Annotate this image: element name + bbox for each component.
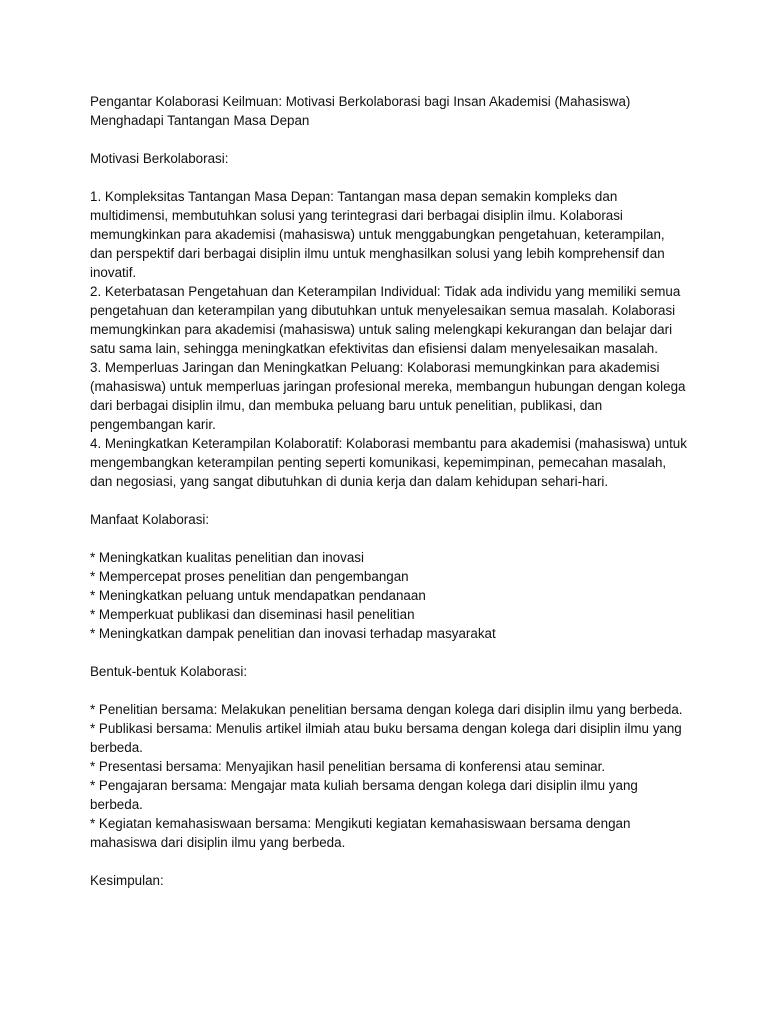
manfaat-item: * Meningkatkan dampak penelitian dan inovasi terhadap masyarakat [90,626,496,641]
motivasi-item: 2. Keterbatasan Pengetahuan dan Keterampilan Individual: Tidak ada individu yang memiliki semua pengetahuan dan keterampilan yang dibutuhkan untuk menyelesaikan semua masalah. Kolaborasi memungkinkan para akademisi (mahasiswa) untuk saling melengkapi kekurangan dan belajar dari satu sama lain, sehingga meningkatkan efektivitas dan efisiensi dalam menyelesaikan masalah. [90,284,681,356]
manfaat-item: * Meningkatkan kualitas penelitian dan inovasi [90,550,364,565]
bentuk-item: * Presentasi bersama: Menyajikan hasil penelitian bersama di konferensi atau seminar. [90,759,606,774]
bentuk-item: * Penelitian bersama: Melakukan penelitian bersama dengan kolega dari disiplin ilmu yang berbeda. [90,702,683,717]
section-heading-motivasi: Motivasi Berkolaborasi: [90,151,229,166]
manfaat-item: * Meningkatkan peluang untuk mendapatkan pendanaan [90,588,426,603]
blank-line [90,643,690,662]
blank-line [90,130,690,149]
blank-line [90,852,690,871]
manfaat-item: * Memperkuat publikasi dan diseminasi hasil penelitian [90,607,415,622]
bentuk-item: * Kegiatan kemahasiswaan bersama: Mengikuti kegiatan kemahasiswaan bersama dengan mahasiswa dari disiplin ilmu yang berbeda. [90,816,631,850]
blank-line [90,168,690,187]
document-title: Pengantar Kolaborasi Keilmuan: Motivasi Berkolaborasi bagi Insan Akademisi (Mahasiswa) Menghadapi Tantangan Masa Depan [90,94,631,128]
section-heading-kesimpulan: Kesimpulan: [90,873,164,888]
motivasi-item: 3. Memperluas Jaringan dan Meningkatkan Peluang: Kolaborasi memungkinkan para akademisi (mahasiswa) untuk memperluas jaringan profesional mereka, membangun hubungan dengan kolega dari berbagai disiplin ilmu, dan membuka peluang baru untuk penelitian, publikasi, dan pengembangan karir. [90,360,686,432]
blank-line [90,529,690,548]
manfaat-item: * Mempercepat proses penelitian dan pengembangan [90,569,409,584]
section-heading-bentuk: Bentuk-bentuk Kolaborasi: [90,664,248,679]
bentuk-item: * Publikasi bersama: Menulis artikel ilmiah atau buku bersama dengan kolega dari disiplin ilmu yang berbeda. [90,721,682,755]
motivasi-item: 1. Kompleksitas Tantangan Masa Depan: Tantangan masa depan semakin kompleks dan multidimensi, membutuhkan solusi yang terintegrasi dari berbagai disiplin ilmu. Kolaborasi memungkinkan para akademisi (mahasiswa) untuk menggabungkan pengetahuan, keterampilan, dan perspektif dari berbagai disiplin ilmu untuk menghasilkan solusi yang lebih komprehensif dan inovatif. [90,189,665,280]
blank-line [90,491,690,510]
section-heading-manfaat: Manfaat Kolaborasi: [90,512,210,527]
blank-line [90,681,690,700]
bentuk-item: * Pengajaran bersama: Mengajar mata kuliah bersama dengan kolega dari disiplin ilmu yang berbeda. [90,778,638,812]
document-body [90,92,690,890]
motivasi-item: 4. Meningkatkan Keterampilan Kolaboratif: Kolaborasi membantu para akademisi (mahasiswa) untuk mengembangkan keterampilan penting seperti komunikasi, kepemimpinan, pemecahan masalah, dan negosiasi, yang sangat dibutuhkan di dunia kerja dan dalam kehidupan sehari-hari. [90,436,687,489]
